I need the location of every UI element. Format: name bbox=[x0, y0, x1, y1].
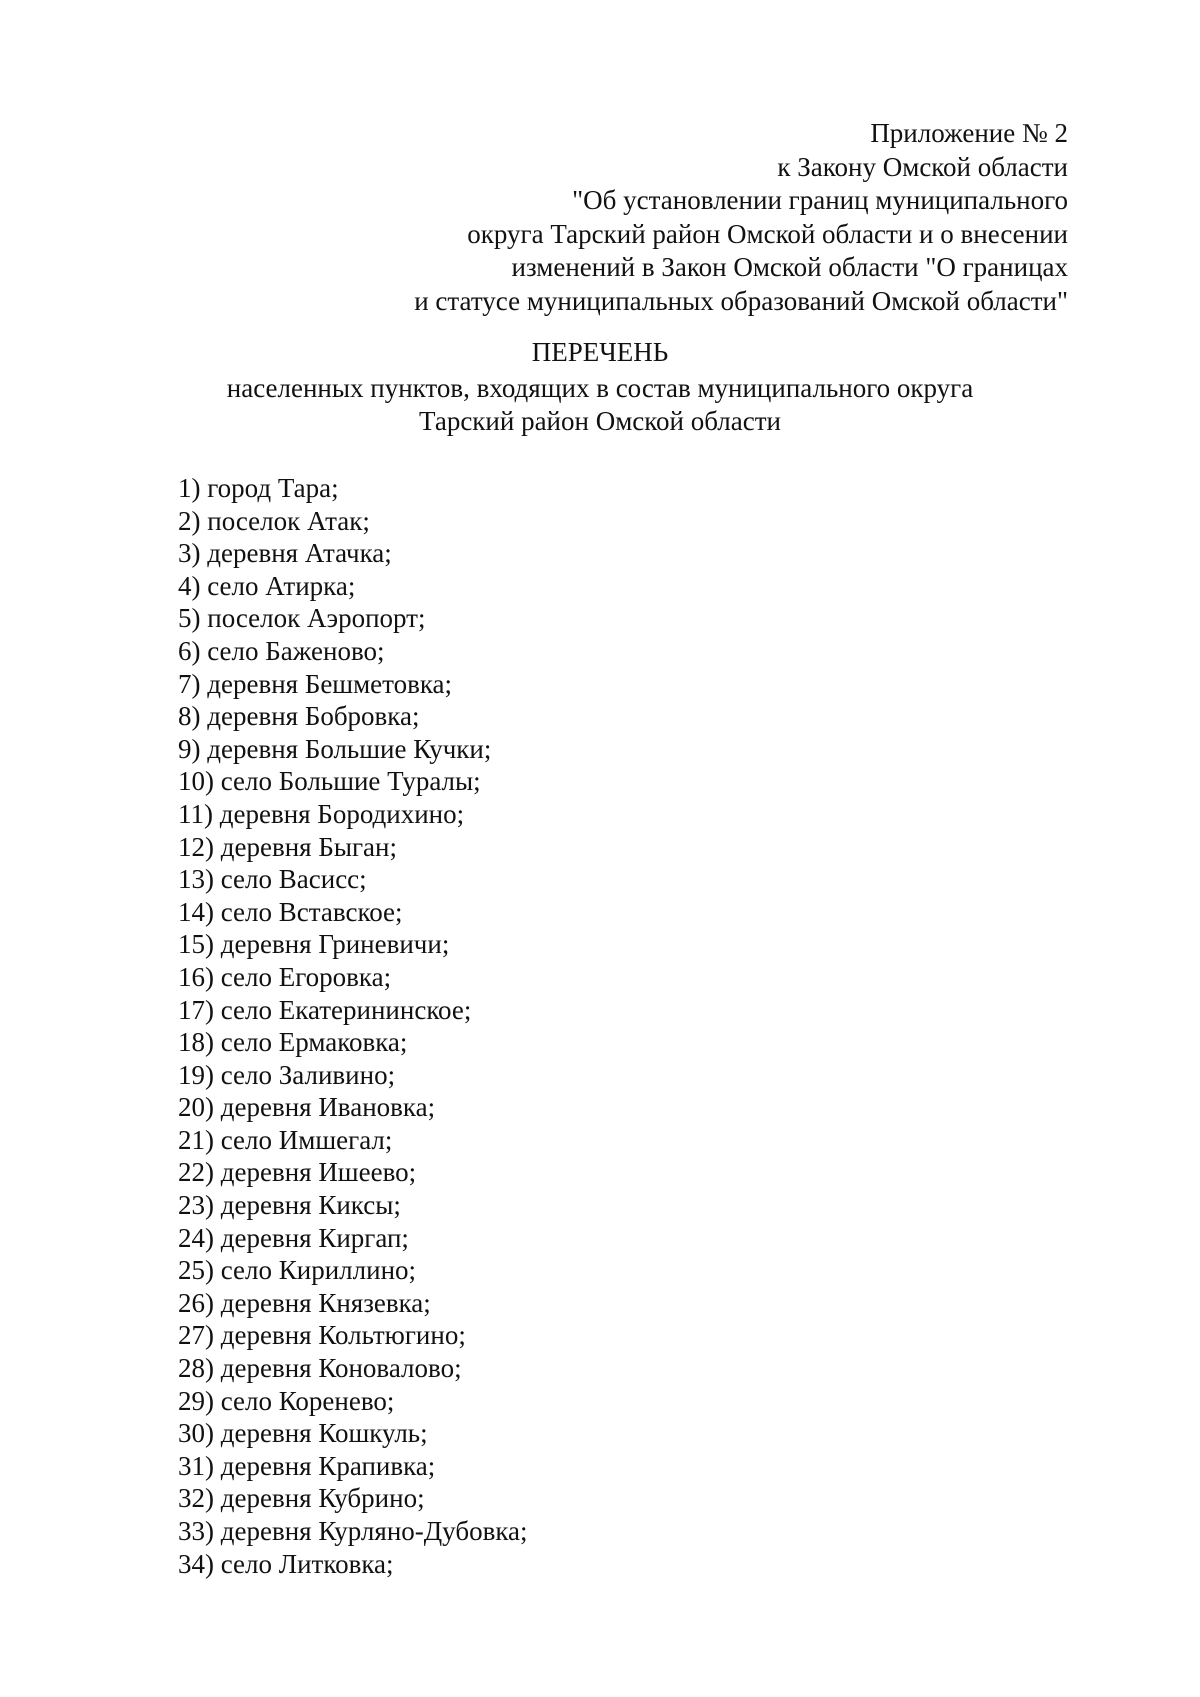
list-item: 23) деревня Киксы; bbox=[178, 1190, 401, 1221]
appendix-number: Приложение № 2 bbox=[870, 118, 1068, 148]
document-subtitle-line: Тарский район Омской области bbox=[419, 406, 781, 436]
list-item: 29) село Коренево; bbox=[178, 1385, 395, 1416]
document-title: ПЕРЕЧЕНЬ bbox=[531, 337, 669, 367]
list-item: 14) село Вставское; bbox=[178, 896, 403, 927]
list-item: 24) деревня Киргап; bbox=[178, 1222, 409, 1253]
list-item: 17) село Екатерининское; bbox=[178, 994, 472, 1025]
document-title-block bbox=[0, 336, 1200, 438]
list-item: 4) село Атирка; bbox=[178, 570, 356, 601]
list-item: 8) деревня Бобровка; bbox=[178, 701, 420, 732]
list-item: 28) деревня Коновалово; bbox=[178, 1353, 462, 1384]
appendix-law-title-line: и статусе муниципальных образований Омской области" bbox=[414, 285, 1068, 316]
list-item: 9) деревня Большие Кучки; bbox=[178, 733, 492, 764]
list-item: 13) село Васисс; bbox=[178, 864, 367, 895]
list-item: 33) деревня Курляно-Дубовка; bbox=[178, 1516, 528, 1546]
list-item: 34) село Литковка; bbox=[178, 1548, 394, 1579]
list-item: 20) деревня Ивановка; bbox=[178, 1092, 436, 1123]
list-item: 11) деревня Бородихино; bbox=[178, 798, 465, 829]
document-subtitle-line: населенных пунктов, входящих в состав муниципального округа bbox=[226, 373, 974, 403]
settlement-list bbox=[178, 472, 528, 1580]
list-item: 15) деревня Гриневичи; bbox=[178, 929, 450, 960]
list-item: 25) село Кириллино; bbox=[178, 1255, 417, 1286]
appendix-law-title-line: "Об установлении границ муниципального bbox=[572, 185, 1068, 215]
list-item: 27) деревня Кольтюгино; bbox=[178, 1320, 466, 1351]
list-item: 18) село Ермаковка; bbox=[178, 1027, 408, 1058]
list-item: 6) село Баженово; bbox=[178, 635, 385, 666]
list-item: 1) город Тара; bbox=[178, 473, 339, 503]
list-item: 19) село Заливино; bbox=[178, 1059, 396, 1090]
list-item: 30) деревня Кошкуль; bbox=[178, 1418, 428, 1449]
appendix-law-title-line: округа Тарский район Омской области и о внесении bbox=[467, 218, 1068, 249]
list-item: 2) поселок Атак; bbox=[178, 505, 370, 536]
list-item: 12) деревня Быган; bbox=[178, 831, 397, 862]
appendix-law-reference: к Закону Омской области bbox=[777, 151, 1068, 182]
list-item: 31) деревня Крапивка; bbox=[178, 1450, 436, 1481]
list-item: 10) село Большие Туралы; bbox=[178, 766, 481, 797]
list-item: 21) село Имшегал; bbox=[178, 1124, 393, 1155]
list-item: 26) деревня Князевка; bbox=[178, 1287, 431, 1318]
list-item: 3) деревня Атачка; bbox=[178, 538, 392, 569]
appendix-header bbox=[308, 117, 1068, 318]
list-item: 16) село Егоровка; bbox=[178, 961, 392, 992]
list-item: 22) деревня Ишеево; bbox=[178, 1157, 417, 1188]
list-item: 7) деревня Бешметовка; bbox=[178, 668, 453, 699]
list-item: 32) деревня Кубрино; bbox=[178, 1483, 425, 1514]
list-item: 5) поселок Аэропорт; bbox=[178, 603, 426, 634]
appendix-law-title-line: изменений в Закон Омской области "О границах bbox=[511, 252, 1068, 282]
